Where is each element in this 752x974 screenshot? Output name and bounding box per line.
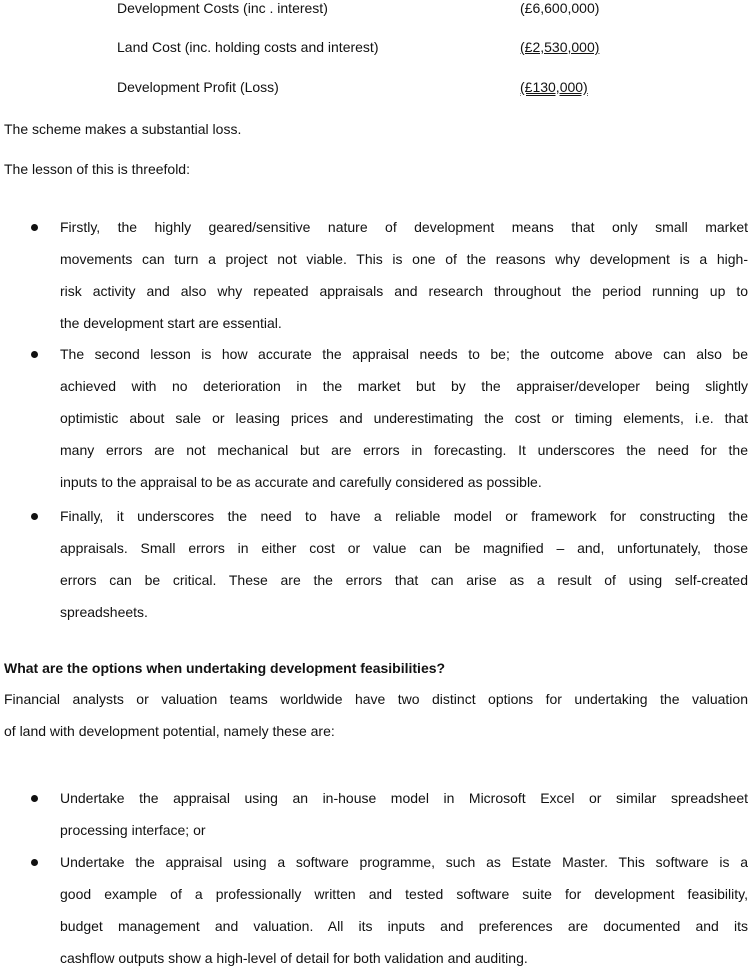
text-line: of land with development potential, namely these are:	[4, 723, 335, 739]
row-label: Development Costs (inc . interest)	[117, 0, 328, 16]
bullet-icon	[31, 351, 38, 358]
list-item-lesson-3	[60, 500, 748, 628]
section-heading: What are the options when undertaking development feasibilities?	[4, 660, 446, 676]
text-line: spreadsheets.	[60, 604, 148, 620]
list-item-lesson-1	[60, 211, 748, 339]
bullet-icon	[31, 513, 38, 520]
row-label: Land Cost (inc. holding costs and interest)	[117, 39, 379, 55]
table-row-development-profit	[0, 77, 752, 97]
list-item-lesson-2	[60, 338, 748, 498]
text-line: many errors are not mechanical but are errors in forecasting. It underscores the need for the	[60, 442, 748, 458]
options-intro	[4, 683, 748, 747]
list-item-option-2	[60, 846, 748, 974]
text-line: Undertake the appraisal using an in-house model in Microsoft Excel or similar spreadsheet	[60, 790, 748, 806]
text-line: cashflow outputs show a high-level of detail for both validation and auditing.	[60, 950, 528, 966]
text-line: good example of a professionally written and tested software suite for development feasibility,	[60, 886, 748, 902]
row-value: (£130,000)	[520, 79, 588, 95]
text-line: Firstly, the highly geared/sensitive nature of development means that only small market	[60, 219, 748, 235]
text-line: Undertake the appraisal using a software programme, such as Estate Master. This software is a	[60, 854, 748, 870]
text-line: achieved with no deterioration in the market but by the appraiser/developer being slightly	[60, 378, 748, 394]
para-lesson: The lesson of this is threefold:	[4, 161, 190, 177]
row-label: Development Profit (Loss)	[117, 79, 279, 95]
bullet-icon	[31, 224, 38, 231]
text-line: processing interface; or	[60, 822, 206, 838]
row-value: (£2,530,000)	[520, 39, 600, 55]
list-item-option-1	[60, 782, 748, 846]
para-loss: The scheme makes a substantial loss.	[4, 121, 242, 137]
table-row-land-cost	[0, 37, 752, 57]
text-line: risk activity and also why repeated appraisals and research throughout the period running up to	[60, 283, 748, 299]
text-line: errors can be critical. These are the errors that can arise as a result of using self-created	[60, 572, 748, 588]
text-line: inputs to the appraisal to be as accurate and carefully considered as possible.	[60, 474, 542, 490]
bullet-icon	[31, 859, 38, 866]
text-line: Finally, it underscores the need to have a reliable model or framework for constructing the	[60, 508, 748, 524]
text-line: movements can turn a project not viable. This is one of the reasons why development is a high-	[60, 251, 748, 267]
text-line: optimistic about sale or leasing prices and underestimating the cost or timing elements, i.e. that	[60, 410, 748, 426]
text-line: appraisals. Small errors in either cost or value can be magnified – and, unfortunately, those	[60, 540, 748, 556]
text-line: the development start are essential.	[60, 315, 282, 331]
text-line: The second lesson is how accurate the appraisal needs to be; the outcome above can also be	[60, 346, 748, 362]
bullet-icon	[31, 795, 38, 802]
row-value: (£6,600,000)	[520, 0, 600, 16]
text-line: budget management and valuation. All its inputs and preferences are documented and its	[60, 918, 748, 934]
table-row-development-costs	[0, 0, 752, 18]
text-line: Financial analysts or valuation teams worldwide have two distinct options for undertaking the valuation	[4, 691, 748, 707]
